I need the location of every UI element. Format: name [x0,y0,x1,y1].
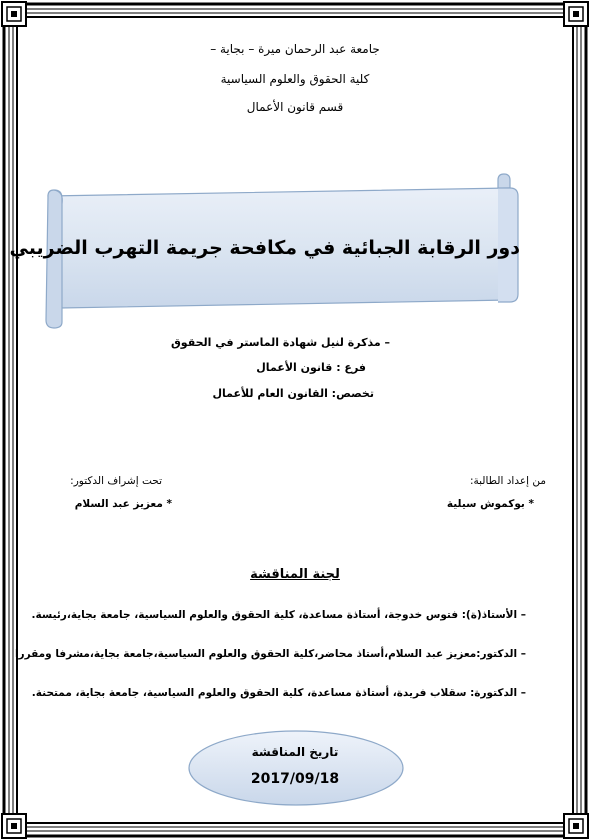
corner-ornament-bottom-left [2,814,26,838]
committee-member-3: – الدكتورة: سقلاب فريدة، أستاذة مساعدة، كلية الحقوق والعلوم السياسية، جامعة بجاية، ممتحنة. [31,687,526,699]
defense-date-label: تاريخ المناقشة [251,745,339,759]
defense-date-oval [186,728,406,808]
committee-title: لجنة المناقشة [250,567,340,582]
degree-line: – مذكرة لنيل شهادة الماستر في الحقوق [170,336,390,349]
corner-ornament-top-left [2,2,26,26]
student-name: * بوكموش سيلية [446,498,534,510]
branch-line: فرع : قانون الأعمال [256,361,366,374]
corner-ornament-bottom-right [564,814,588,838]
specialty-line: تخصص: القانون العام للأعمال [212,387,374,400]
supervisor-name: * معزيز عبد السلام [74,498,172,510]
committee-member-1: – الأستاذ(ة): فتوس خدوجة، أستاذة مساعدة، كلية الحقوق والعلوم السياسية، جامعة بجاية،رئيسة. [31,609,526,621]
department-name: قسم قانون الأعمال [246,100,344,114]
student-label: من إعداد الطالبة: [469,475,546,487]
supervisor-label: تحت إشراف الدكتور: [70,475,162,487]
faculty-name: كلية الحقوق والعلوم السياسية [220,72,370,86]
university-name: جامعة عبد الرحمان ميرة – بجاية – [210,42,380,56]
thesis-title: دور الرقابة الجبائية في مكافحة جريمة التهرب الضريبي [9,237,520,259]
corner-ornament-top-right [564,2,588,26]
committee-member-2: – الدكتور:معزيز عبد السلام،أستاذ محاضر،كلية الحقوق والعلوم السياسية،جامعة بجاية،مشرفا ومقررا [14,648,526,660]
defense-date-value: 2017/09/18 [250,771,340,787]
